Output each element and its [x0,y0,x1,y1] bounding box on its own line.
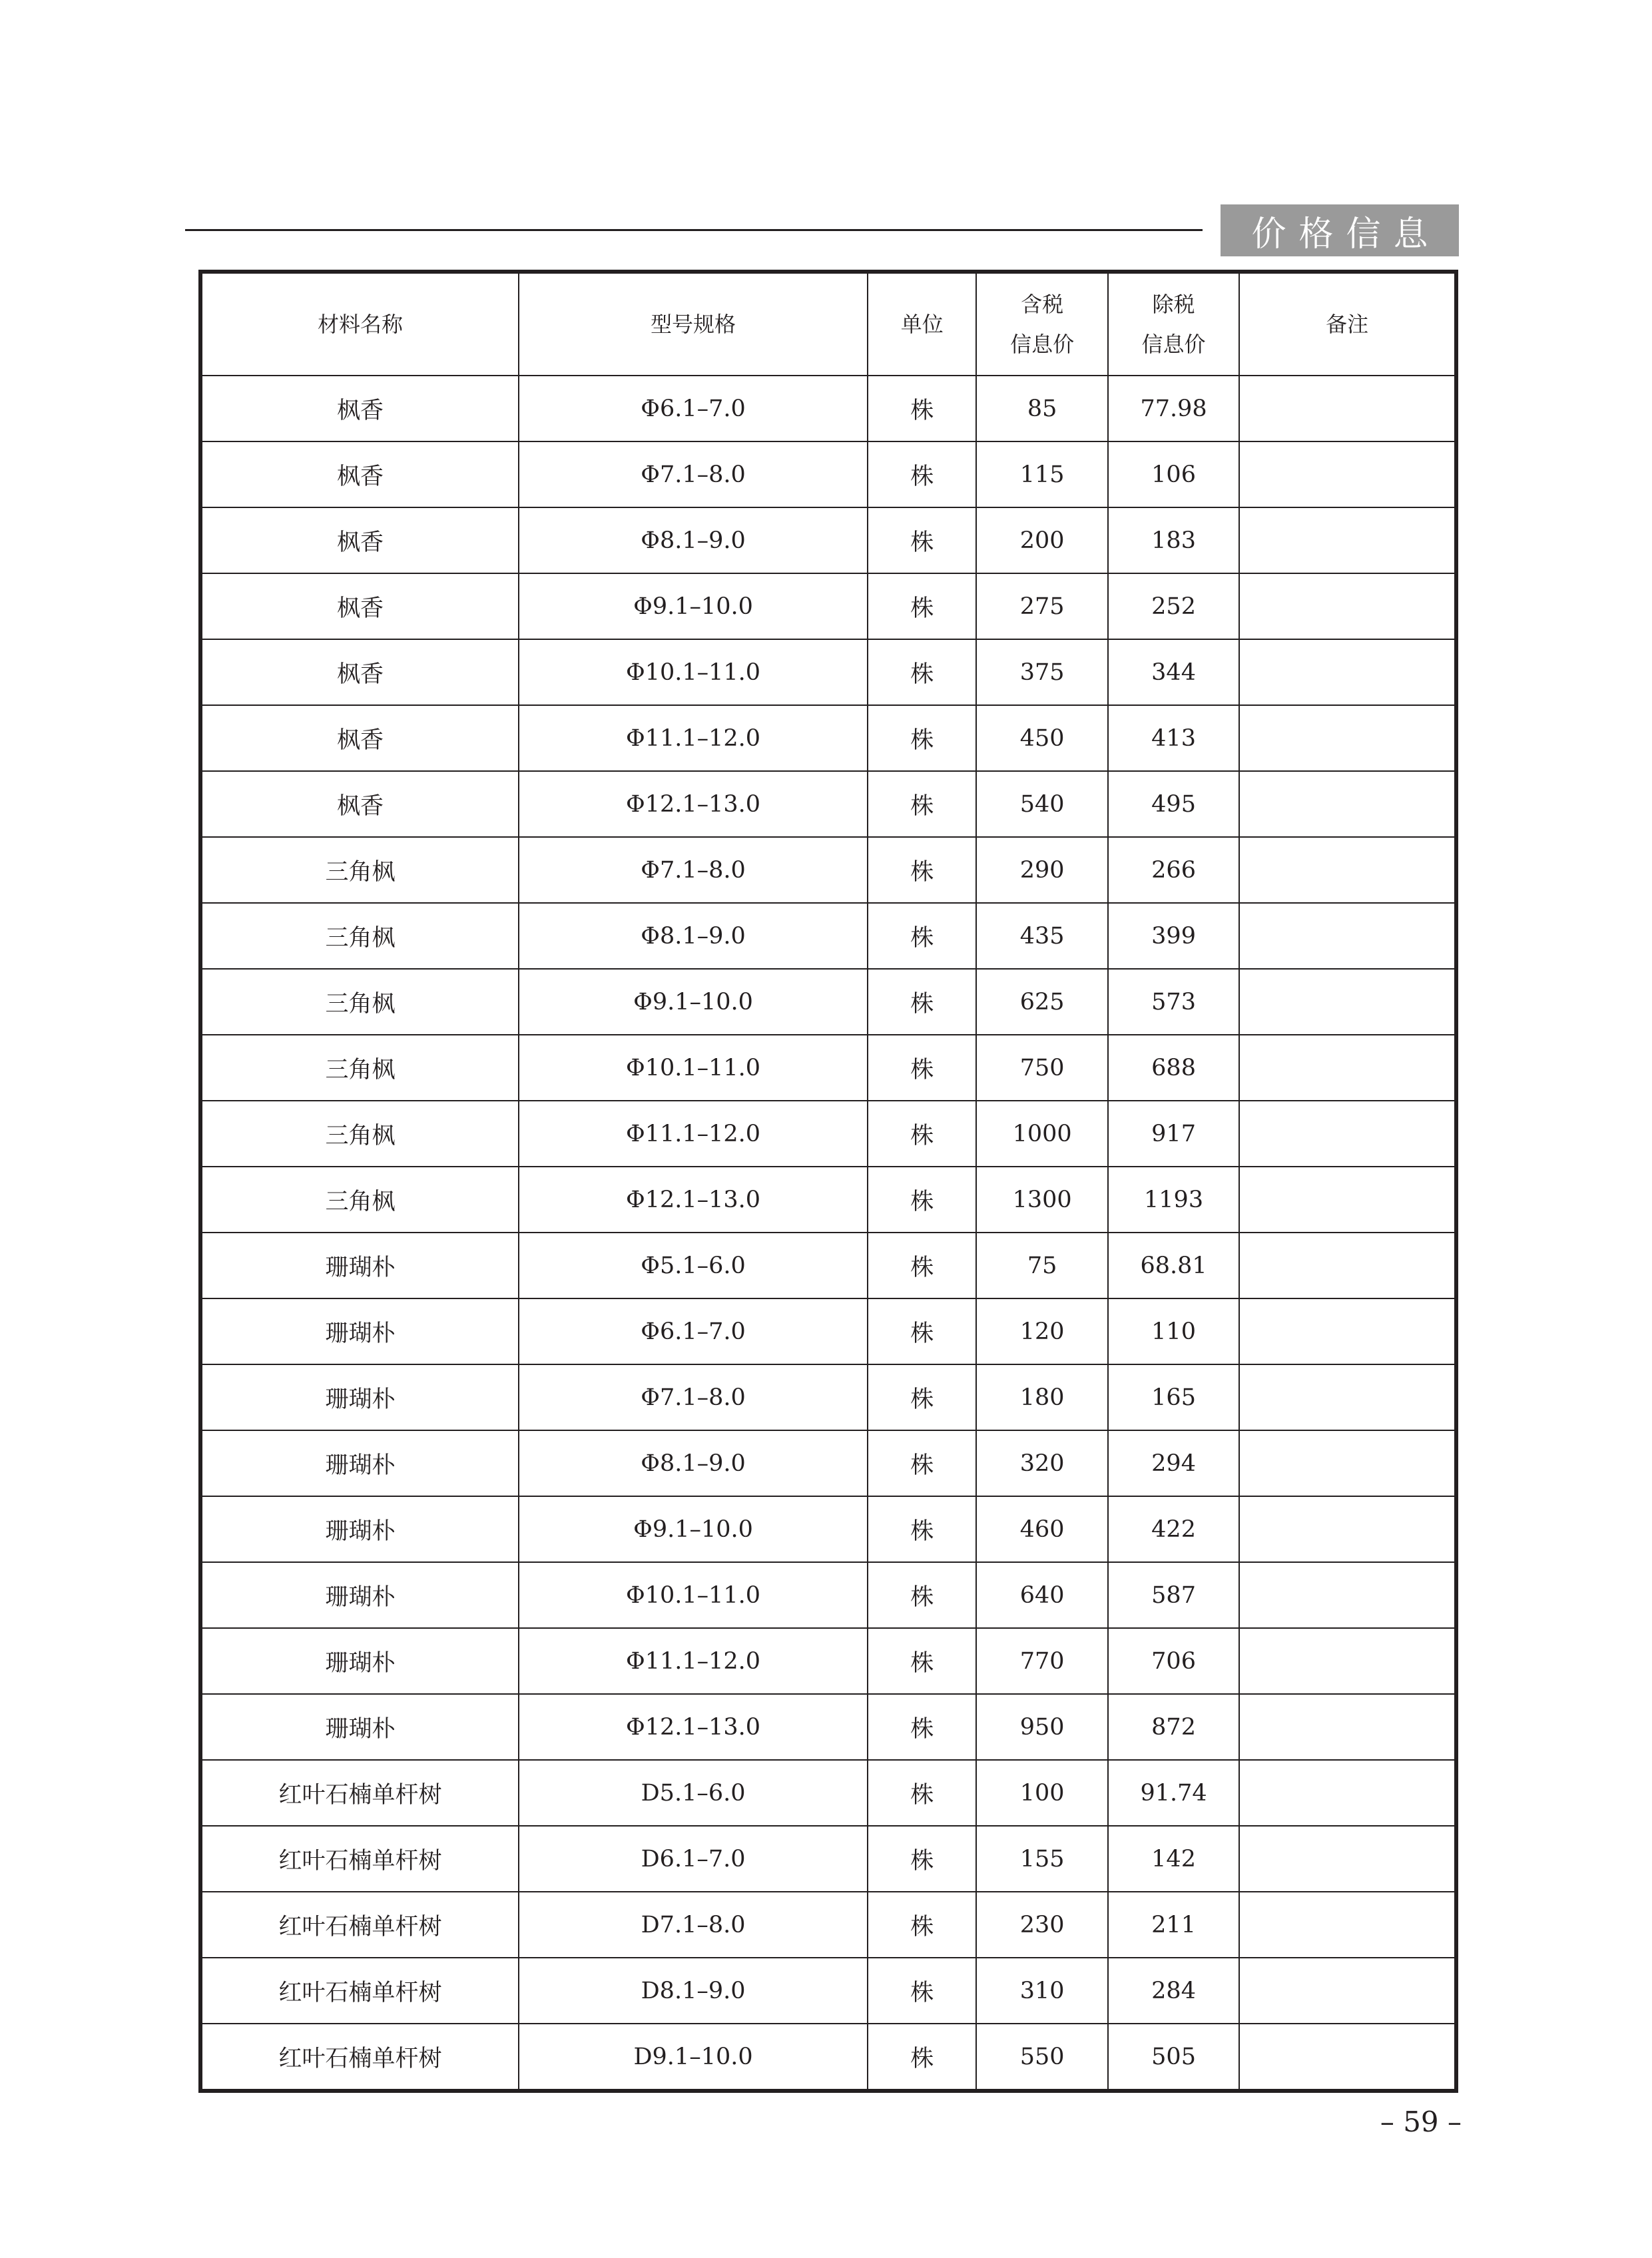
cell-unit: 株 [868,1496,976,1562]
cell-unit: 株 [868,771,976,837]
section-title-badge: 价格信息 [1221,204,1459,256]
cell-unit: 株 [868,639,976,705]
cell-notax-price: 495 [1108,771,1239,837]
cell-name: 三角枫 [200,969,519,1035]
cell-tax-price: 770 [976,1628,1107,1694]
page-number: – 59 – [1380,2106,1462,2138]
cell-notax-price: 573 [1108,969,1239,1035]
cell-spec: Φ12.1–13.0 [519,771,868,837]
table-row [200,1364,1456,1430]
cell-name: 枫香 [200,507,519,573]
cell-tax-price: 75 [976,1233,1107,1298]
cell-notax-price: 294 [1108,1430,1239,1496]
cell-unit: 株 [868,376,976,441]
table-row [200,1101,1456,1167]
cell-note [1239,639,1456,705]
cell-notax-price: 399 [1108,903,1239,969]
cell-notax-price: 165 [1108,1364,1239,1430]
cell-notax-price: 68.81 [1108,1233,1239,1298]
column-header-notax-price-line2: 信息价 [1141,332,1206,357]
cell-tax-price: 540 [976,771,1107,837]
cell-spec: Φ5.1–6.0 [519,1233,868,1298]
cell-unit: 株 [868,1958,976,2024]
cell-name: 枫香 [200,639,519,705]
cell-name: 三角枫 [200,837,519,903]
cell-notax-price: 688 [1108,1035,1239,1101]
cell-tax-price: 200 [976,507,1107,573]
cell-unit: 株 [868,1364,976,1430]
table-row [200,1892,1456,1958]
cell-notax-price: 211 [1108,1892,1239,1958]
table-row [200,1298,1456,1364]
table-row [200,1167,1456,1233]
cell-unit: 株 [868,441,976,507]
cell-name: 红叶石楠单杆树 [200,1826,519,1892]
cell-spec: D9.1–10.0 [519,2024,868,2091]
cell-unit: 株 [868,507,976,573]
cell-notax-price: 1193 [1108,1167,1239,1233]
cell-notax-price: 505 [1108,2024,1239,2091]
cell-note [1239,2024,1456,2091]
price-table [198,270,1458,2093]
table-row [200,1430,1456,1496]
cell-note [1239,507,1456,573]
cell-note [1239,1496,1456,1562]
column-header-notax-price [1108,272,1239,376]
cell-notax-price: 142 [1108,1826,1239,1892]
cell-unit: 株 [868,1760,976,1826]
cell-spec: Φ7.1–8.0 [519,837,868,903]
cell-note [1239,1694,1456,1760]
cell-tax-price: 290 [976,837,1107,903]
cell-notax-price: 183 [1108,507,1239,573]
cell-note [1239,573,1456,639]
cell-name: 枫香 [200,441,519,507]
table-body [200,376,1456,2091]
cell-note [1239,1167,1456,1233]
cell-unit: 株 [868,1101,976,1167]
cell-spec: D6.1–7.0 [519,1826,868,1892]
table-row [200,376,1456,441]
cell-unit: 株 [868,1035,976,1101]
table-row [200,1035,1456,1101]
cell-spec: D5.1–6.0 [519,1760,868,1826]
table-row [200,837,1456,903]
header-divider [185,229,1203,231]
cell-spec: Φ9.1–10.0 [519,1496,868,1562]
cell-note [1239,1364,1456,1430]
cell-spec: Φ10.1–11.0 [519,639,868,705]
cell-tax-price: 120 [976,1298,1107,1364]
cell-name: 红叶石楠单杆树 [200,1892,519,1958]
column-header-tax-price-line1: 含税 [1021,292,1064,317]
table-row [200,771,1456,837]
cell-spec: Φ11.1–12.0 [519,705,868,771]
cell-notax-price: 917 [1108,1101,1239,1167]
cell-tax-price: 640 [976,1562,1107,1628]
cell-note [1239,1101,1456,1167]
cell-note [1239,837,1456,903]
cell-unit: 株 [868,1628,976,1694]
cell-unit: 株 [868,1430,976,1496]
cell-name: 三角枫 [200,1167,519,1233]
cell-name: 枫香 [200,705,519,771]
cell-note [1239,969,1456,1035]
cell-name: 珊瑚朴 [200,1694,519,1760]
cell-notax-price: 284 [1108,1958,1239,2024]
cell-tax-price: 375 [976,639,1107,705]
cell-spec: Φ11.1–12.0 [519,1101,868,1167]
cell-tax-price: 750 [976,1035,1107,1101]
cell-note [1239,1760,1456,1826]
cell-spec: Φ12.1–13.0 [519,1694,868,1760]
cell-unit: 株 [868,1298,976,1364]
cell-notax-price: 91.74 [1108,1760,1239,1826]
cell-spec: Φ10.1–11.0 [519,1035,868,1101]
cell-spec: Φ11.1–12.0 [519,1628,868,1694]
table-row [200,1233,1456,1298]
cell-note [1239,771,1456,837]
cell-tax-price: 310 [976,1958,1107,2024]
cell-name: 红叶石楠单杆树 [200,1760,519,1826]
cell-note [1239,1233,1456,1298]
cell-name: 枫香 [200,573,519,639]
column-header-note: 备注 [1239,272,1456,376]
cell-notax-price: 252 [1108,573,1239,639]
cell-unit: 株 [868,1167,976,1233]
table-row [200,1628,1456,1694]
cell-name: 珊瑚朴 [200,1562,519,1628]
table-row [200,969,1456,1035]
cell-note [1239,441,1456,507]
cell-note [1239,1892,1456,1958]
cell-tax-price: 180 [976,1364,1107,1430]
cell-tax-price: 155 [976,1826,1107,1892]
cell-name: 珊瑚朴 [200,1496,519,1562]
cell-note [1239,1035,1456,1101]
cell-name: 枫香 [200,771,519,837]
cell-tax-price: 115 [976,441,1107,507]
cell-spec: Φ10.1–11.0 [519,1562,868,1628]
cell-spec: Φ9.1–10.0 [519,573,868,639]
cell-tax-price: 230 [976,1892,1107,1958]
cell-notax-price: 106 [1108,441,1239,507]
cell-unit: 株 [868,969,976,1035]
cell-name: 珊瑚朴 [200,1364,519,1430]
cell-unit: 株 [868,1826,976,1892]
cell-note [1239,903,1456,969]
cell-tax-price: 435 [976,903,1107,969]
cell-note [1239,1298,1456,1364]
cell-unit: 株 [868,1233,976,1298]
cell-spec: Φ8.1–9.0 [519,507,868,573]
table-row [200,1562,1456,1628]
table-row [200,1760,1456,1826]
cell-name: 三角枫 [200,1035,519,1101]
cell-name: 珊瑚朴 [200,1628,519,1694]
cell-notax-price: 706 [1108,1628,1239,1694]
cell-spec: Φ7.1–8.0 [519,441,868,507]
cell-tax-price: 85 [976,376,1107,441]
column-header-spec: 型号规格 [519,272,868,376]
cell-note [1239,1958,1456,2024]
cell-spec: D8.1–9.0 [519,1958,868,2024]
table-row [200,903,1456,969]
cell-name: 珊瑚朴 [200,1298,519,1364]
table-row [200,1826,1456,1892]
table-header-row [200,272,1456,376]
cell-spec: Φ7.1–8.0 [519,1364,868,1430]
cell-notax-price: 344 [1108,639,1239,705]
cell-unit: 株 [868,2024,976,2091]
cell-note [1239,705,1456,771]
cell-tax-price: 100 [976,1760,1107,1826]
cell-notax-price: 110 [1108,1298,1239,1364]
table-row [200,1958,1456,2024]
cell-note [1239,1562,1456,1628]
cell-name: 珊瑚朴 [200,1430,519,1496]
cell-unit: 株 [868,837,976,903]
cell-note [1239,376,1456,441]
cell-spec: Φ12.1–13.0 [519,1167,868,1233]
cell-tax-price: 275 [976,573,1107,639]
table-row [200,705,1456,771]
cell-unit: 株 [868,903,976,969]
cell-name: 红叶石楠单杆树 [200,1958,519,2024]
cell-spec: Φ6.1–7.0 [519,376,868,441]
cell-note [1239,1430,1456,1496]
table-row [200,1694,1456,1760]
table-row [200,1496,1456,1562]
cell-unit: 株 [868,573,976,639]
column-header-tax-price [976,272,1107,376]
column-header-tax-price-line2: 信息价 [1010,332,1075,357]
cell-name: 三角枫 [200,903,519,969]
cell-name: 珊瑚朴 [200,1233,519,1298]
cell-spec: Φ8.1–9.0 [519,903,868,969]
cell-notax-price: 422 [1108,1496,1239,1562]
cell-name: 枫香 [200,376,519,441]
cell-unit: 株 [868,1694,976,1760]
table-row [200,639,1456,705]
cell-tax-price: 950 [976,1694,1107,1760]
cell-tax-price: 460 [976,1496,1107,1562]
cell-notax-price: 77.98 [1108,376,1239,441]
column-header-name: 材料名称 [200,272,519,376]
cell-spec: Φ6.1–7.0 [519,1298,868,1364]
cell-notax-price: 587 [1108,1562,1239,1628]
cell-spec: D7.1–8.0 [519,1892,868,1958]
cell-notax-price: 413 [1108,705,1239,771]
cell-tax-price: 450 [976,705,1107,771]
cell-tax-price: 550 [976,2024,1107,2091]
cell-name: 红叶石楠单杆树 [200,2024,519,2091]
cell-tax-price: 1000 [976,1101,1107,1167]
cell-unit: 株 [868,1562,976,1628]
cell-name: 三角枫 [200,1101,519,1167]
table-row [200,507,1456,573]
cell-tax-price: 1300 [976,1167,1107,1233]
column-header-unit: 单位 [868,272,976,376]
cell-note [1239,1826,1456,1892]
cell-tax-price: 625 [976,969,1107,1035]
cell-spec: Φ8.1–9.0 [519,1430,868,1496]
table-row [200,573,1456,639]
cell-tax-price: 320 [976,1430,1107,1496]
cell-notax-price: 266 [1108,837,1239,903]
cell-notax-price: 872 [1108,1694,1239,1760]
cell-unit: 株 [868,705,976,771]
table-row [200,441,1456,507]
cell-unit: 株 [868,1892,976,1958]
column-header-notax-price-line1: 除税 [1152,292,1195,317]
cell-note [1239,1628,1456,1694]
table-row [200,2024,1456,2091]
cell-spec: Φ9.1–10.0 [519,969,868,1035]
